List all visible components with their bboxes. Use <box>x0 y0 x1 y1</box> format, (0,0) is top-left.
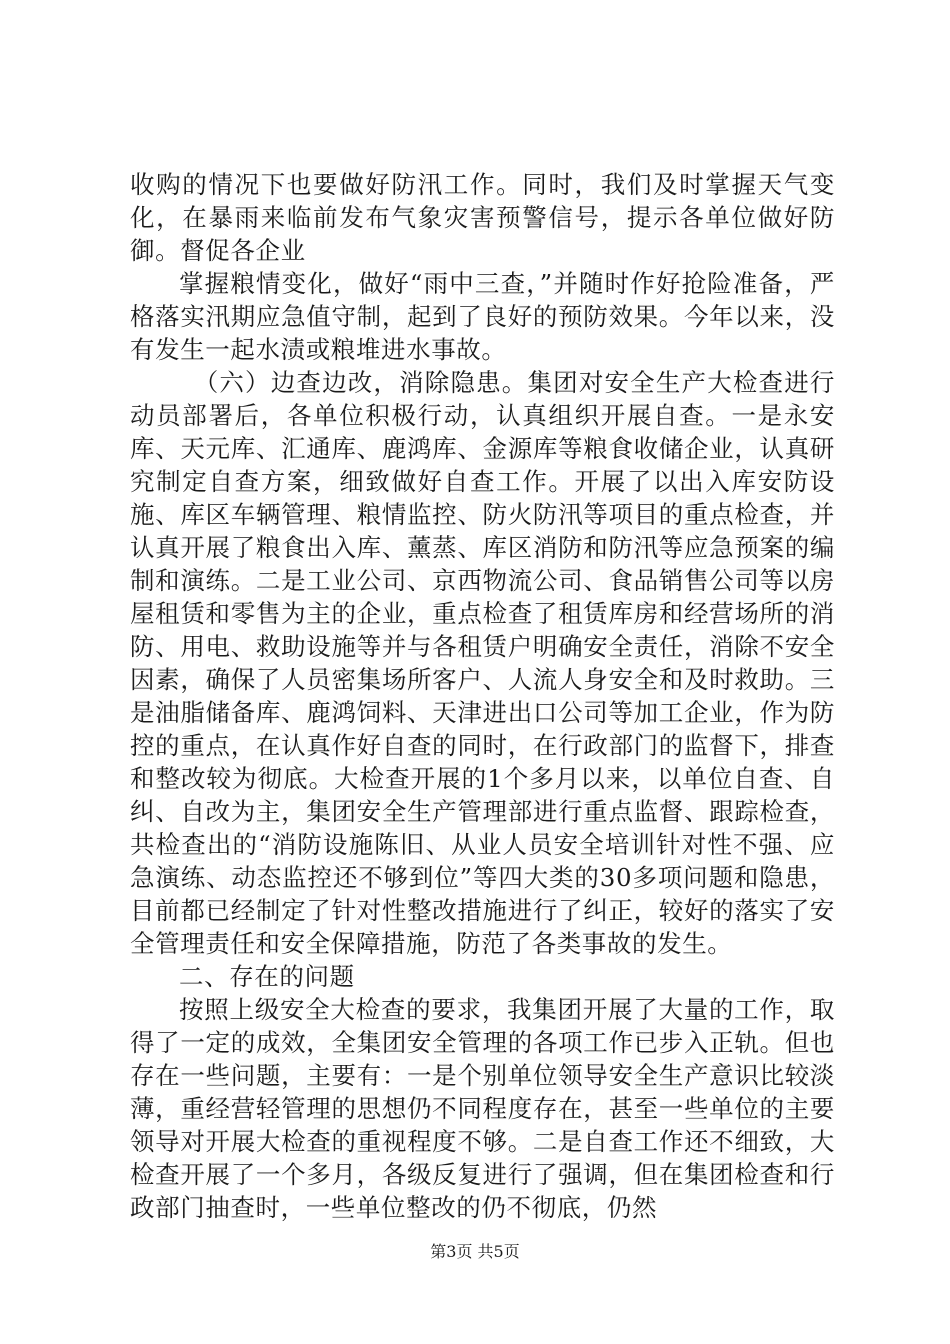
section-heading-existing-problems: 二、存在的问题 <box>179 962 355 991</box>
document-body <box>130 168 835 1224</box>
paragraph-flood-prevention-continued: 收购的情况下也要做好防汛工作。同时，我们及时掌握天气变化，在暴雨来临前发布气象灾害预警信号，提示各单位做好防御。督促各企业 <box>130 170 835 265</box>
paragraph-grain-condition: 掌握粮情变化，做好“雨中三查，”并随时作好抢险准备，严格落实汛期应急值守制，起到了良好的预防效果。今年以来，没有发生一起水渍或粮堆进水事故。 <box>130 269 835 364</box>
paragraph-inspection-rectification: （六）边查边改，消除隐患。集团对安全生产大检查进行动员部署后，各单位积极行动，认真组织开展自查。一是永安库、天元库、汇通库、鹿鸿库、金源库等粮食收储企业，认真研究制定自查方案，细致做好自查工作。开展了以出入库安防设施、库区车辆管理、粮情监控、防火防汛等项目的重点检查，并认真开展了粮食出入库、薰蒸、库区消防和防汛等应急预案的编制和演练。二是工业公司、京西物流公司、食品销售公司等以房屋租赁和零售为主的企业，重点检查了租赁库房和经营场所的消防、用电、救助设施等并与各租赁户明确安全责任，消除不安全因素，确保了人员密集场所客户、人流人身安全和及时救助。三是油脂储备库、鹿鸿饲料、天津进出口公司等加工企业，作为防控的重点，在认真作好自查的同时，在行政部门的监督下，排查和整改较为彻底。大检查开展的1个多月以来，以单位自查、自纠、自改为主，集团安全生产管理部进行重点监督、跟踪检查，共检查出的“消防设施陈旧、从业人员安全培训针对性不强、应急演练、动态监控还不够到位”等四大类的30多项问题和隐患，目前都已经制定了针对性整改措施进行了纠正，较好的落实了安全管理责任和安全保障措施，防范了各类事故的发生。 <box>130 368 835 958</box>
page-number-footer: 第3页 共5页 <box>430 1242 520 1261</box>
paragraph-existing-problems: 按照上级安全大检查的要求，我集团开展了大量的工作，取得了一定的成效，全集团安全管理的各项工作已步入正轨。但也存在一些问题，主要有：一是个别单位领导安全生产意识比较淡薄，重经营轻管理的思想仍不同程度存在，甚至一些单位的主要领导对开展大检查的重视程度不够。二是自查工作还不细致，大检查开展了一个多月，各级反复进行了强调，但在集团检查和行政部门抽查时，一些单位整改的仍不彻底，仍然 <box>130 995 835 1222</box>
